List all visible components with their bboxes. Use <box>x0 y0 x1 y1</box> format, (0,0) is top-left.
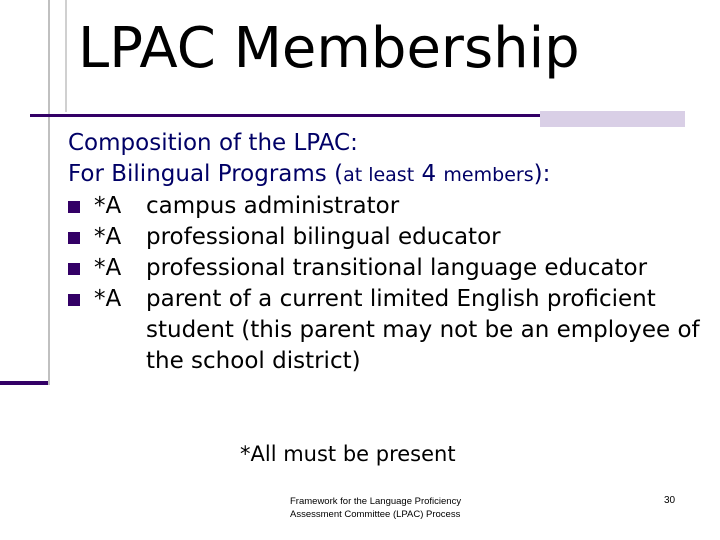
member-item <box>68 253 708 284</box>
square-bullet-icon <box>68 201 80 213</box>
member-text: parent of a current limited English proficient student (this parent may not be an employee of the school district) <box>146 286 700 374</box>
member-marker: *A <box>94 224 122 250</box>
title-rule-dark <box>30 114 540 117</box>
left-bar-underline <box>0 381 48 385</box>
member-text: professional transitional language educator <box>146 255 648 281</box>
member-text: campus administrator <box>146 193 400 219</box>
member-item <box>68 284 708 377</box>
member-marker: *A <box>94 255 122 281</box>
member-item <box>68 222 708 253</box>
title-rule-light <box>540 111 685 127</box>
square-bullet-icon <box>68 232 80 244</box>
programs-qualifier-b: members <box>443 164 534 186</box>
square-bullet-icon <box>68 263 80 275</box>
slide-body <box>68 128 708 377</box>
composition-heading: Composition of the LPAC: <box>68 130 358 156</box>
programs-qualifier-a: at least <box>343 164 415 186</box>
presence-note: *All must be present <box>240 442 456 466</box>
programs-line-tail: ): <box>533 161 551 187</box>
member-item <box>68 191 708 222</box>
page-number: 30 <box>664 495 676 506</box>
title-divider-line <box>65 0 67 112</box>
slide-title: LPAC Membership <box>78 16 580 81</box>
programs-line-lead: For Bilingual Programs ( <box>68 161 344 187</box>
member-marker: *A <box>94 193 122 219</box>
slide-footer <box>290 495 490 521</box>
programs-number: 4 <box>421 161 437 187</box>
member-marker: *A <box>94 286 122 312</box>
left-decorative-bar <box>0 0 50 385</box>
footer-line-2: Assessment Committee (LPAC) Process <box>290 509 461 520</box>
square-bullet-icon <box>68 294 80 306</box>
programs-line <box>68 159 708 191</box>
member-text: professional bilingual educator <box>146 224 501 250</box>
footer-line-1: Framework for the Language Proficiency <box>290 496 462 507</box>
